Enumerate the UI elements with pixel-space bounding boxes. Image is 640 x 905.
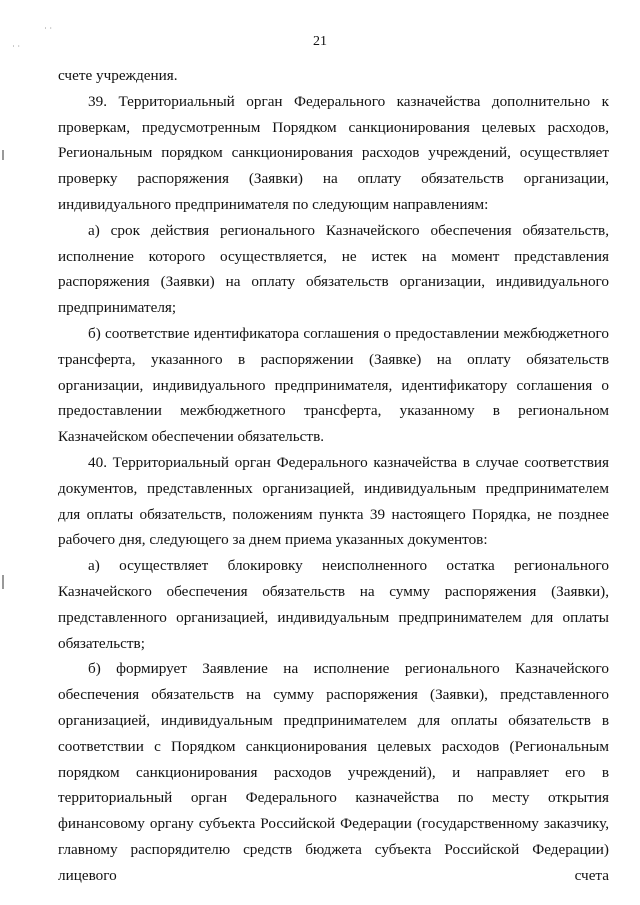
scan-artifact: ˙ ˙ [12, 44, 21, 54]
scan-artifact [2, 150, 4, 160]
paragraph-39: 39. Территориальный орган Федерального казначейства дополнительно к проверкам, предусмотренным Порядком санкционирования целевых расходов, Региональным порядком санкционирования расходов учреждений, осуществляет проверку распоряжения (Заявки) на оплату обязательств организации, индивидуального предпринимателя по следующим направлениям: [58, 92, 609, 213]
paragraph-continuation: счете учреждения. [58, 67, 178, 84]
scan-artifact: ˙ ˙ [44, 26, 53, 36]
document-body [58, 63, 609, 889]
scan-artifact [2, 575, 4, 589]
paragraph-39-a: а) срок действия регионального Казначейского обеспечения обязательств, исполнение которого осуществляется, не истек на момент представления распоряжения (Заявки) на оплату обязательств организации, индивидуального предпринимателя; [58, 221, 609, 317]
paragraph-40-a: а) осуществляет блокировку неисполненного остатка регионального Казначейского обеспечения обязательств на сумму распоряжения (Заявки), представленного организацией, индивидуальным предпринимателем для оплаты обязательств; [58, 557, 609, 652]
paragraph-40: 40. Территориальный орган Федерального казначейства в случае соответствия документов, представленных организацией, индивидуальным предпринимателем для оплаты обязательств, положениям пункта 39 настоящего Порядка, не позднее рабочего дня, следующего за днем приема указанных документов: [58, 453, 609, 549]
paragraph-39-b: б) соответствие идентификатора соглашения о предоставлении межбюджетного трансферта, указанного в распоряжении (Заявке) на оплату обязательств организации, индивидуального предпринимателя, идентификатору соглашения о предоставлении межбюджетного трансферта, указанному в региональном Казначейском обеспечении обязательств. [58, 324, 609, 446]
paragraph-40-b: б) формирует Заявление на исполнение регионального Казначейского обеспечения обязательств на сумму распоряжения (Заявки), представленного организацией, индивидуальным предпринимателем для оплаты обязательств в соответствии с Порядком санкционирования целевых расходов (Региональным порядком санкционирования расходов учреждений), и направляет его в территориальный орган Федерального казначейства по месту открытия финансовому органу субъекта Российской Федерации (государственному заказчику, главному распорядителю средств бюджета субъекта Российской Федерации) лицевого счета [58, 660, 609, 884]
page-number: 21 [313, 34, 327, 49]
